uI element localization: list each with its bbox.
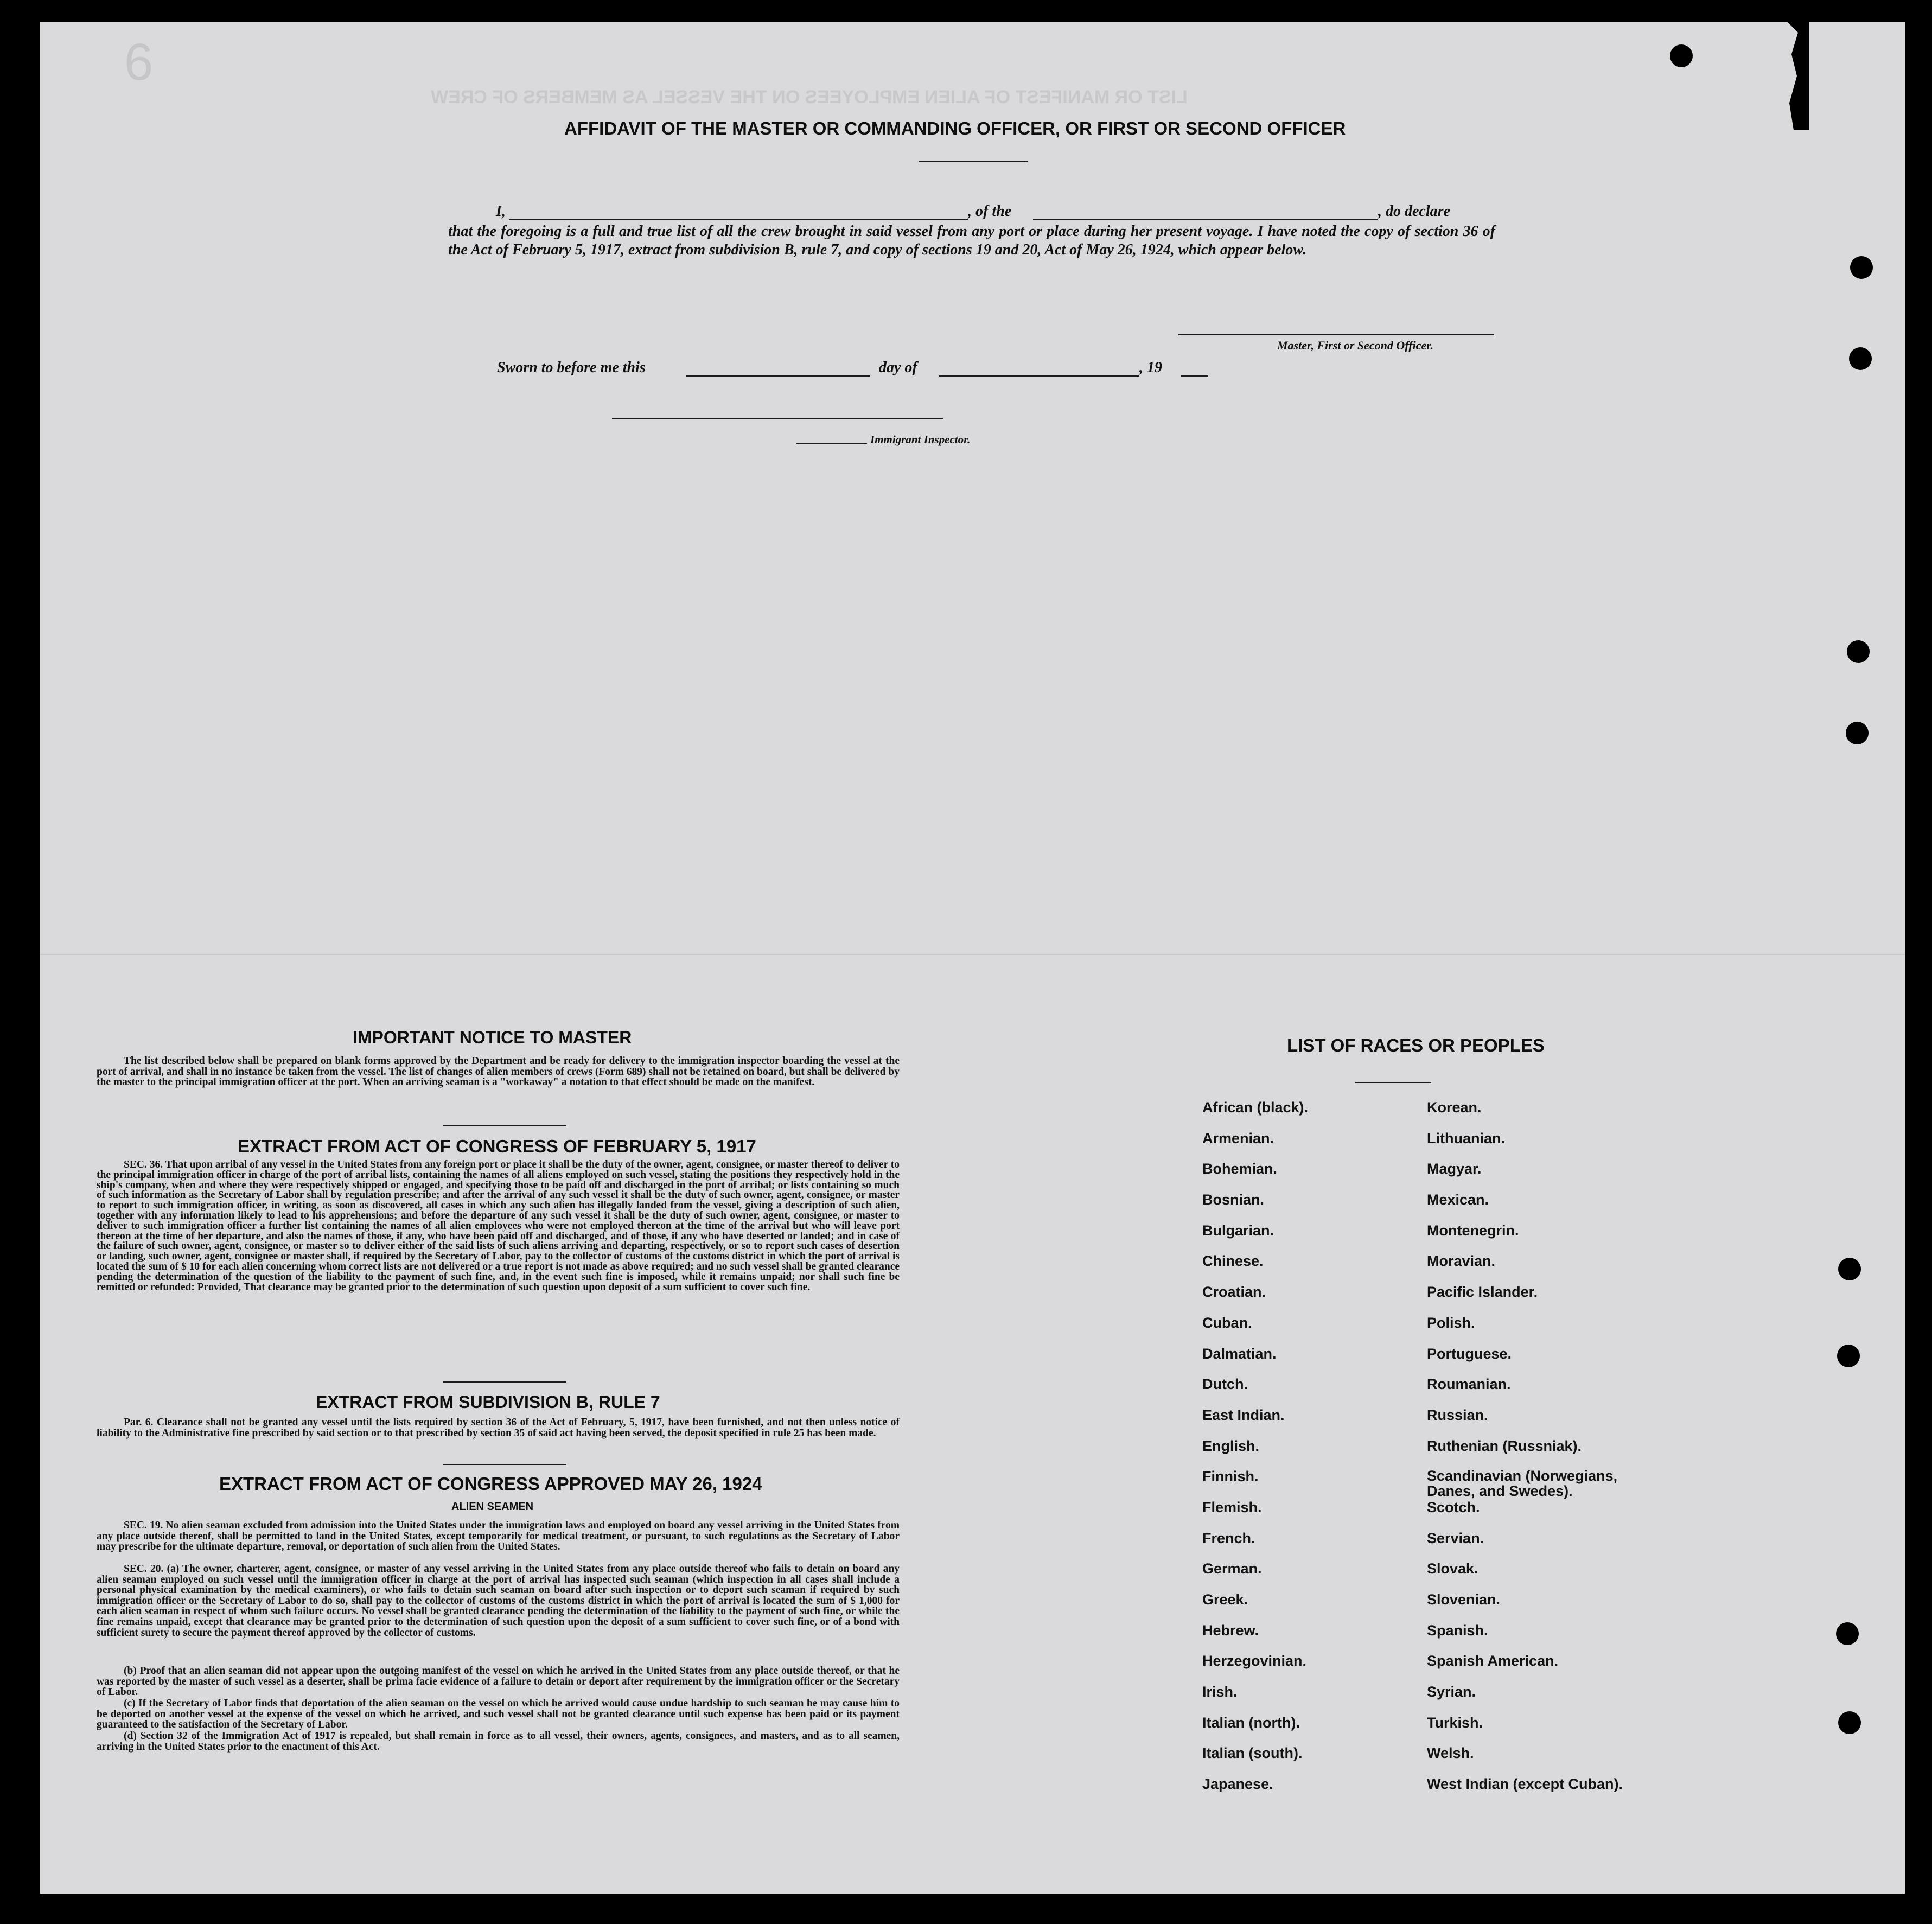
race-item: Welsh. — [1427, 1745, 1474, 1762]
notice-title: IMPORTANT NOTICE TO MASTER — [353, 1028, 632, 1047]
race-item: Japanese. — [1202, 1776, 1273, 1793]
extract-1917-body: SEC. 36. That upon arribal of any vessel in the United States from any foreign port or place it shall be the duty of the owner, agent, consignee, or master thereof to deliver to the principal immigration officer in charge of the port of arribal lists, containing the names of all aliens employed on such vessel, stating the positions they respectively hold in the ship's company, when and where they were respectively shipped or engaged, and specifying those to be paid off and discharged in the port of arribal; or lists containing so much of such information as the Secretary of Labor shall by regulation prescribe; and after the arrival of any such vessel it shall be the duty of such owner, agent, consignee, or master to report to such immigration officer, in writing, as soon as discovered, all cases in which any such alien has illegally landed from the vessel, giving a description of such alien, together with any information likely to lead to his apprehensions; and before the departure of any such vessel it shall be the duty of such owner, agent, consignee, or master to deliver to such immigration officer a further list containing the names of all alien employees who were not employed thereon at the time of the arrival but who will leave port thereon at the time of her departure, and also the names of those, if any, who have been paid off and discharged, and of those, if any who have deserted or landed; and in case of the failure of such owner, agent, consignee, or master so to deliver either of the said lists of such aliens arriving and departing, respectively, or so to report such cases of desertion or landing, such owner, agent, consignee or master shall, if required by the Secretary of Labor, pay to the collector of customs of the customs district in which the port of arrival is located the sum of $ 10 for each alien concerning whom correct lists are not delivered or a true report is not made as above required; and no such vessel shall be granted clearance pending the determination of the question of the liability to the payment of such fine, and, in the event such fine is imposed, while it remains unpaid; nor shall such fine be remitted or refunded: Provided, That clearance may be granted prior to the determination of such question upon deposit of a sum sufficient to cover such fine. — [97, 1159, 900, 1293]
signature-caption: Master, First or Second Officer. — [1277, 339, 1434, 352]
extract-1924-title: EXTRACT FROM ACT OF CONGRESS APPROVED MAY 26, 1924 — [219, 1474, 762, 1494]
race-item: Dalmatian. — [1202, 1345, 1277, 1362]
sworn-day-blank[interactable] — [686, 375, 870, 377]
race-item: Croatian. — [1202, 1284, 1266, 1301]
extract-1917-divider — [443, 1381, 566, 1383]
extract-1917-title: EXTRACT FROM ACT OF CONGRESS OF FEBRUARY 5, 1917 — [238, 1136, 756, 1156]
race-item: Lithuanian. — [1427, 1130, 1505, 1146]
name-blank-line[interactable] — [509, 219, 968, 220]
race-item: Spanish. — [1427, 1622, 1488, 1639]
extract-1924-subtitle: ALIEN SEAMEN — [451, 1501, 534, 1513]
race-item: Armenian. — [1202, 1130, 1274, 1146]
race-item: Russian. — [1427, 1406, 1488, 1423]
punch-hole — [1836, 1622, 1859, 1645]
torn-edge — [1765, 22, 1809, 130]
race-item: Magyar. — [1427, 1161, 1482, 1177]
affidavit-declare-label: , do declare — [1378, 203, 1450, 220]
punch-hole — [1850, 256, 1873, 279]
races-left-column — [1202, 1099, 1308, 1807]
notice-body: The list described below shall be prepared on blank forms approved by the Department and be ready for delivery to the immigration inspector boarding the vessel at the port of arrival, and shall in no instance be taken from the vessel. The list of changes of alien members of crews (Form 689) shall not be retained on board, but shall be delivered by the master to the principal immigration officer at the port. When an arriving seaman is a "workaway" a notation to that effect should be made on the manifest. — [97, 1055, 900, 1088]
bleed-through-text: LIST OR MANIFEST OF ALIEN EMPLOYEES ON THE VESSEL AS MEMBERS OF CREW — [431, 87, 1188, 107]
extract-1924-sec20c: (c) If the Secretary of Labor finds that deportation of the alien seaman on the vessel on which he arrived would cause undue hardship to such seaman he may cause him to be deported on another vessel at the expense of the vessel on which he arrived, and such vessel shall not be granted clearance until such expense has been paid or its payment guaranteed to the satisfaction of the Secretary of Labor. — [97, 1698, 900, 1731]
signature-line[interactable] — [1178, 334, 1494, 335]
races-divider — [1355, 1082, 1431, 1083]
inspector-signature-line[interactable] — [612, 418, 943, 419]
race-item: Portuguese. — [1427, 1345, 1512, 1362]
race-item: Italian (north). — [1202, 1714, 1300, 1731]
race-item: Irish. — [1202, 1684, 1238, 1700]
race-item: Bosnian. — [1202, 1192, 1265, 1208]
race-item: East Indian. — [1202, 1406, 1285, 1423]
race-item: Ruthenian (Russniak). — [1427, 1437, 1582, 1454]
race-item: Korean. — [1427, 1099, 1482, 1116]
races-title: LIST OF RACES OR PEOPLES — [1287, 1035, 1545, 1055]
race-item: African (black). — [1202, 1099, 1309, 1116]
extract-rule7-body: Par. 6. Clearance shall not be granted any vessel until the lists required by section 36 of the Act of February, 5, 1917, have been furnished, and not then unless notice of liability to the Administrative fine prescribed by said section or to that prescribed by section 35 of said act having been served, the deposit specified in rule 25 has been made. — [97, 1417, 900, 1439]
race-item: Finnish. — [1202, 1468, 1259, 1485]
extract-rule7-title: EXTRACT FROM SUBDIVISION B, RULE 7 — [316, 1392, 660, 1412]
affidavit-body: that the foregoing is a full and true list of all the crew brought in said vessel from any port or place during her present voyage. I have noted the copy of section 36 of the Act of February 5, 1917, extract from subdivision B, rule 7, and copy of sections 19 and 20, Act of May 26, 1924, which appear below. — [448, 223, 1495, 258]
race-item: Flemish. — [1202, 1499, 1262, 1515]
punch-hole — [1846, 722, 1869, 744]
race-item: Servian. — [1427, 1530, 1484, 1546]
document-page — [40, 22, 1905, 1894]
race-item: French. — [1202, 1530, 1255, 1546]
punch-hole — [1837, 1345, 1860, 1367]
sworn-day-label: day of — [879, 359, 917, 376]
punch-hole — [1838, 1258, 1861, 1280]
fold-crease — [40, 954, 1905, 955]
extract-rule7-divider — [443, 1464, 566, 1465]
race-item: Italian (south). — [1202, 1745, 1303, 1762]
race-item: Pacific Islander. — [1427, 1284, 1538, 1301]
punch-hole — [1838, 1711, 1861, 1734]
extract-1924-sec19: SEC. 19. No alien seaman excluded from admission into the United States under the immigration laws and employed on board any vessel arriving in the United States from any place outside thereof, shall be permitted to land in the United States, except temporarily for medical treatment, or pursuant, to such regulations as the Secretary of Labor may prescribe for the ultimate departure, removal, or deportation of such alien from the United States. — [97, 1520, 900, 1553]
inspector-short-line — [796, 443, 867, 444]
race-item: Syrian. — [1427, 1684, 1476, 1700]
punch-hole — [1847, 640, 1870, 663]
race-item: Dutch. — [1202, 1376, 1248, 1393]
race-item: Turkish. — [1427, 1714, 1483, 1731]
race-item: West Indian (except Cuban). — [1427, 1776, 1623, 1793]
race-item: Cuban. — [1202, 1314, 1252, 1331]
race-item: Bohemian. — [1202, 1161, 1278, 1177]
race-item: Herzegovinian. — [1202, 1653, 1307, 1670]
sworn-year-label: , 19 — [1139, 359, 1162, 376]
race-item: Chinese. — [1202, 1253, 1264, 1270]
page-number: 6 — [124, 33, 154, 91]
punch-hole — [1849, 347, 1872, 370]
race-item: Bulgarian. — [1202, 1222, 1274, 1239]
race-item: Slovak. — [1427, 1560, 1478, 1577]
sworn-month-blank[interactable] — [939, 375, 1139, 377]
notice-divider — [443, 1125, 566, 1126]
race-item: Hebrew. — [1202, 1622, 1259, 1639]
race-item: Scotch. — [1427, 1499, 1480, 1515]
race-item: Moravian. — [1427, 1253, 1496, 1270]
race-item: Greek. — [1202, 1591, 1248, 1608]
affidavit-title: AFFIDAVIT OF THE MASTER OR COMMANDING OFFICER, OR FIRST OR SECOND OFFICER — [564, 118, 1346, 138]
race-item: Scandinavian (Norwegians, Danes, and Swedes). — [1427, 1468, 1618, 1500]
sworn-year-blank[interactable] — [1181, 375, 1208, 377]
inspector-caption: Immigrant Inspector. — [870, 433, 971, 446]
extract-1924-sec20a: SEC. 20. (a) The owner, charterer, agent, consignee, or master of any vessel arriving in the United States from any place outside thereof who fails to detain on board any alien seaman employed on such vessel until the immigration officer in charge at the port of arrival has inspected such seaman (which inspection in all cases shall include a personal physical examination by the medical examiners), or who fails to detain such seaman on board after such inspection or to deport such seaman if required by such immigration officer or the Secretary of Labor to do so, shall pay to the collector of customs of the customs district in which the port of arrival is located the sum of $ 1,000 for each alien seaman in respect of whom such failure occurs. No vessel shall be granted clearance pending the determination of the liability to the payment of such fine, or while the fine remains unpaid, except that clearance may be granted prior to the determination of such question upon the deposit of a sum sufficient to cover such fine, or of a bond with sufficient surety to secure the payment thereof approved by the collector of customs. — [97, 1563, 900, 1639]
race-item: German. — [1202, 1560, 1262, 1577]
affidavit-i-label: I, — [496, 203, 506, 220]
races-right-column — [1427, 1099, 1633, 1807]
race-item: Slovenian. — [1427, 1591, 1501, 1608]
race-item: Montenegrin. — [1427, 1222, 1519, 1239]
extract-1924-sec20d: (d) Section 32 of the Immigration Act of 1917 is repealed, but shall remain in force as to all vessel, their owners, agents, consignees, and masters, and as to all seamen, arriving in the United States prior to the enactment of this Act. — [97, 1730, 900, 1753]
race-item: Mexican. — [1427, 1192, 1489, 1208]
race-item: Spanish American. — [1427, 1653, 1559, 1670]
extract-1924-sec20b: (b) Proof that an alien seaman did not appear upon the outgoing manifest of the vessel on which he arrived in the United States from any place outside thereof, or that he was reported by the master of such vessel as a deserter, shall be prima facie evidence of a failure to detain or deport after requirement by the immigration officer or the Secretary of Labor. — [97, 1665, 900, 1698]
race-item: English. — [1202, 1437, 1260, 1454]
title-divider — [919, 161, 1028, 162]
punch-hole — [1670, 44, 1693, 67]
race-item: Roumanian. — [1427, 1376, 1511, 1393]
sworn-prefix: Sworn to before me this — [497, 359, 646, 376]
race-item: Polish. — [1427, 1314, 1475, 1331]
vessel-blank-line[interactable] — [1033, 219, 1378, 220]
affidavit-of-the-label: , of the — [968, 203, 1012, 220]
